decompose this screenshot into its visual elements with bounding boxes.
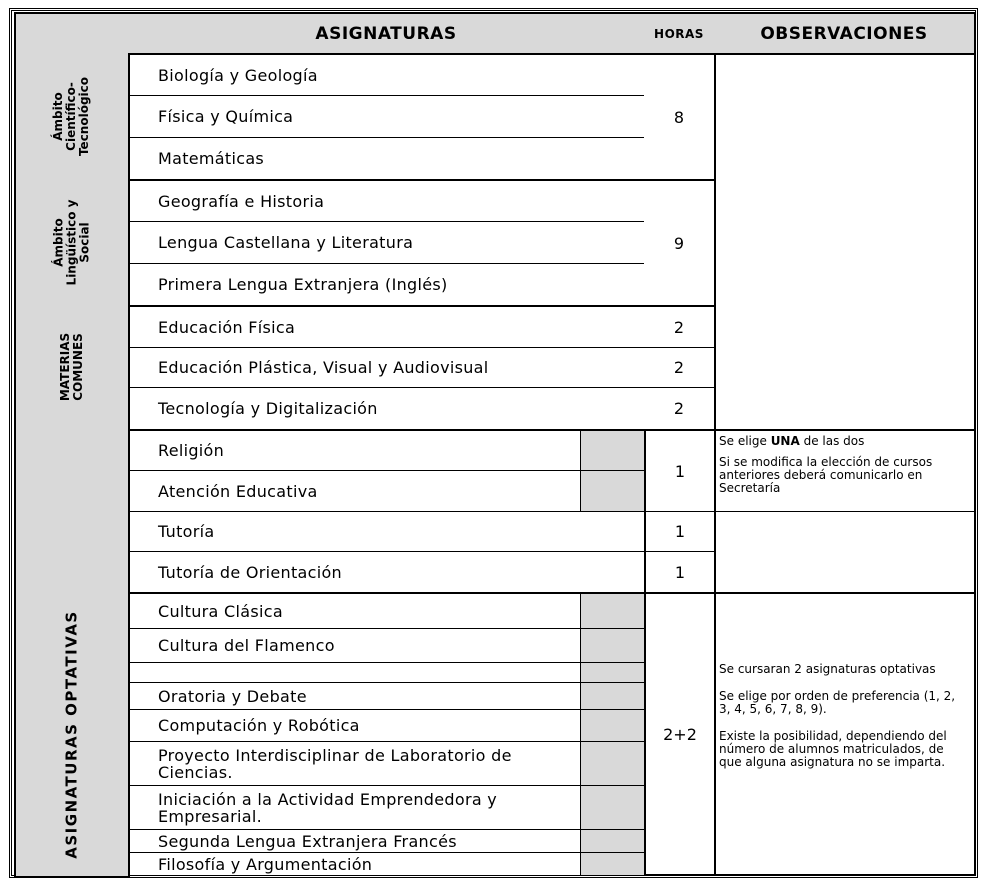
observaciones-religion-line2: Si se modifica la elección de cursos anteriores deberá comunicarlo en Secretaría xyxy=(719,455,933,495)
group-ambito-cientifico xyxy=(14,53,130,181)
subject-biologia: Biología y Geología xyxy=(130,55,644,96)
observaciones-religion-bold: UNA xyxy=(770,434,800,448)
hours-optativas: 2+2 xyxy=(644,594,716,876)
group-optativas xyxy=(14,592,130,878)
preference-box-proyecto[interactable] xyxy=(581,742,644,786)
preference-box-cultura-flamenco[interactable] xyxy=(581,629,644,663)
observaciones-religion-line1 xyxy=(719,435,970,448)
subject-fisica: Física y Química xyxy=(130,96,644,138)
group-ambito-linguistico-line3: Social xyxy=(77,221,92,263)
observaciones-optativas xyxy=(714,594,976,876)
preference-box-cultura-clasica[interactable] xyxy=(581,594,644,629)
subject-frances: Segunda Lengua Extranjera Francés xyxy=(130,830,581,853)
hours-tutoria-orientacion: 1 xyxy=(644,552,716,594)
hours-linguistico: 9 xyxy=(644,181,716,307)
hours-ed-plastica: 2 xyxy=(644,348,716,388)
hours-tutoria: 1 xyxy=(644,512,716,552)
header-asignaturas: ASIGNATURAS xyxy=(128,12,646,55)
subject-religion: Religión xyxy=(130,431,581,471)
hours-ed-fisica: 2 xyxy=(644,307,716,348)
group-religion-tutoria xyxy=(14,429,130,594)
group-ambito-cientifico-line2: Científico- xyxy=(64,81,79,151)
hours-religion-atencion: 1 xyxy=(644,431,716,512)
observaciones-optativas-3: Existe la posibilidad, dependiendo del número de alumnos matriculados, de que alguna asignatura no se imparta. xyxy=(719,729,947,769)
subject-tutoria-orientacion: Tutoría de Orientación xyxy=(130,552,644,594)
subject-proyecto-line2: Ciencias. xyxy=(158,762,233,782)
subject-iniciacion xyxy=(130,786,581,830)
subject-iniciacion-line1: Iniciación a la Actividad Emprendedora y xyxy=(158,789,498,809)
subject-tutoria: Tutoría xyxy=(130,512,644,552)
observaciones-tutoria-empty xyxy=(714,512,976,594)
choice-box-atencion[interactable] xyxy=(581,471,644,512)
preference-box-oratoria[interactable] xyxy=(581,683,644,710)
preference-box-iniciacion[interactable] xyxy=(581,786,644,830)
subject-geografia: Geografía e Historia xyxy=(130,181,644,222)
subject-blank-row xyxy=(130,663,581,683)
group-materias-comunes xyxy=(14,305,130,431)
preference-box-filosofia[interactable] xyxy=(581,853,644,876)
group-ambito-linguistico xyxy=(14,179,130,307)
subject-ingles: Primera Lengua Extranjera (Inglés) xyxy=(130,264,644,307)
preference-box-computacion[interactable] xyxy=(581,710,644,742)
header-corner-cell xyxy=(14,12,130,55)
header-horas: HORAS xyxy=(644,12,716,55)
subject-proyecto-line1: Proyecto Interdisciplinar de Laboratorio de xyxy=(158,745,512,765)
group-ambito-cientifico-line3: Tecnológico xyxy=(77,76,92,156)
subject-oratoria: Oratoria y Debate xyxy=(130,683,581,710)
group-optativas-label: ASIGNATURAS OPTATIVAS xyxy=(62,609,81,859)
group-ambito-linguistico-line1: Ámbito xyxy=(51,217,66,267)
group-ambito-linguistico-line2: Lingüístico y xyxy=(64,199,79,285)
subject-cultura-flamenco: Cultura del Flamenco xyxy=(130,629,581,663)
hours-cientifico: 8 xyxy=(644,55,716,181)
subject-iniciacion-line2: Empresarial. xyxy=(158,806,263,826)
observaciones-optativas-1: Se cursaran 2 asignaturas optativas xyxy=(719,662,936,676)
hours-tecnologia: 2 xyxy=(644,388,716,431)
subject-lengua: Lengua Castellana y Literatura xyxy=(130,222,644,264)
observaciones-empty-block xyxy=(714,53,976,431)
group-ambito-cientifico-line1: Ámbito xyxy=(51,91,66,141)
subject-ed-plastica: Educación Plástica, Visual y Audiovisual xyxy=(130,348,644,388)
choice-box-religion[interactable] xyxy=(581,431,644,471)
observaciones-religion xyxy=(714,431,976,512)
subject-atencion: Atención Educativa xyxy=(130,471,581,512)
group-materias-comunes-line1: MATERIAS xyxy=(57,332,72,402)
observaciones-religion-pre: Se elige xyxy=(719,434,771,448)
subject-tecnologia: Tecnología y Digitalización xyxy=(130,388,644,431)
subject-cultura-clasica: Cultura Clásica xyxy=(130,594,581,629)
preference-box-frances[interactable] xyxy=(581,830,644,853)
header-observaciones: OBSERVACIONES xyxy=(714,12,976,55)
group-materias-comunes-line2: COMUNES xyxy=(70,333,85,401)
subject-filosofia: Filosofía y Argumentación xyxy=(130,853,581,876)
subject-computacion: Computación y Robótica xyxy=(130,710,581,742)
preference-box-blank[interactable] xyxy=(581,663,644,683)
subject-proyecto xyxy=(130,742,581,786)
subject-ed-fisica: Educación Física xyxy=(130,307,644,348)
subject-matematicas: Matemáticas xyxy=(130,138,644,181)
observaciones-religion-post: de las dos xyxy=(799,434,865,448)
observaciones-optativas-2: Se elige por orden de preferencia (1, 2, 3, 4, 5, 6, 7, 8, 9). xyxy=(719,689,956,716)
